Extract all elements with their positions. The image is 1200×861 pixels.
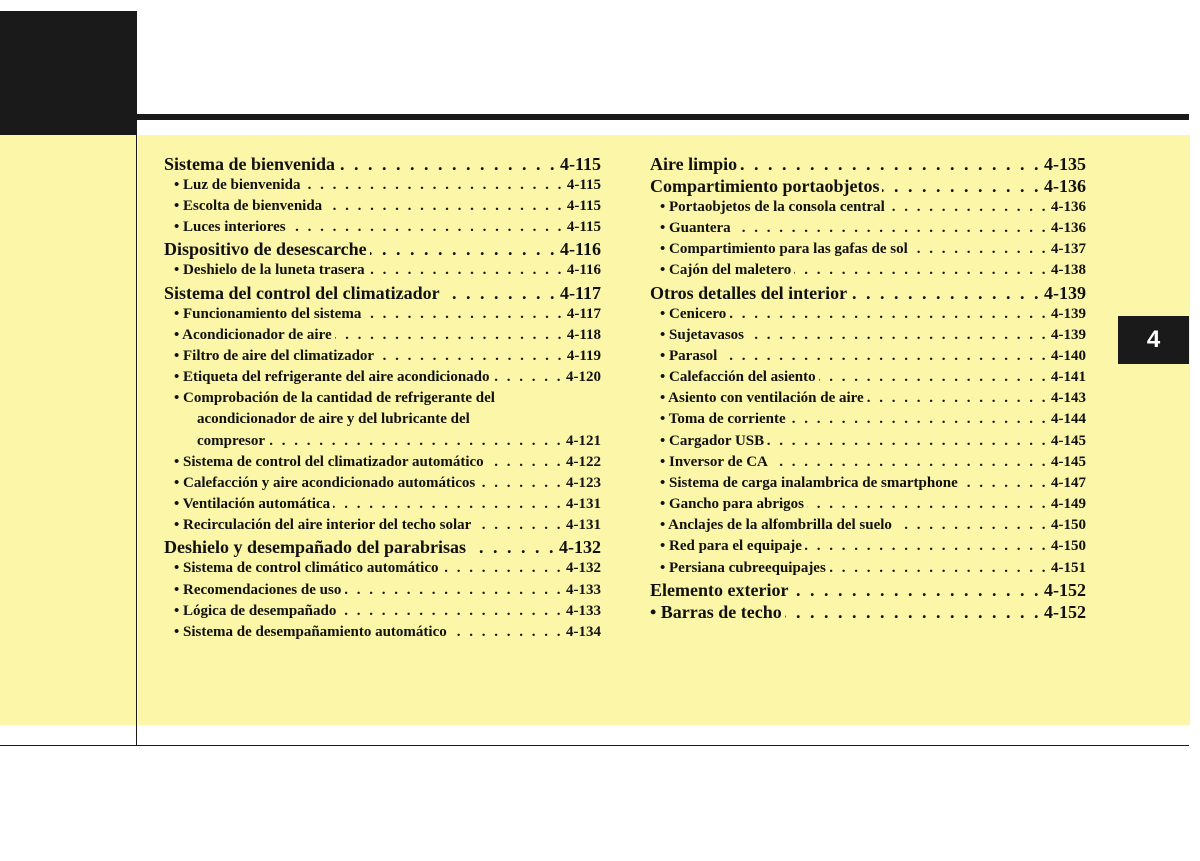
dot-leader (785, 601, 1041, 623)
toc-entry-title: • Sujetavasos (660, 326, 745, 343)
toc-entry[interactable] (650, 515, 1086, 536)
toc-entry[interactable] (650, 175, 1086, 197)
toc-entry[interactable] (164, 536, 601, 558)
toc-entry-page: 4-115 (559, 154, 601, 174)
dot-leader (364, 304, 563, 325)
toc-entry-page: 4-147 (1051, 474, 1086, 491)
toc-entry-title: • Ventilación automática (174, 496, 331, 513)
toc-entry-title: • Lógica de desempañado (174, 602, 337, 619)
toc-entry-title: • Calefacción del asiento (660, 369, 816, 386)
toc-entry-title: Deshielo y desempañado del parabrisas (164, 537, 467, 558)
toc-entry-title: • Parasol (660, 347, 718, 364)
toc-entry[interactable] (164, 622, 601, 643)
toc-entry-title: • Persiana cubreequipajes (660, 559, 826, 576)
toc-entry-page: 4-136 (1044, 176, 1086, 196)
toc-entry-title: • Asiento con ventilación de aire (660, 390, 864, 407)
dot-leader (829, 558, 1048, 579)
toc-entry-title: • Luces interiores (174, 219, 286, 236)
dot-leader (442, 558, 563, 579)
toc-entry-title: acondicionador de aire y del lubricante del (197, 411, 470, 428)
dot-leader (807, 494, 1048, 515)
toc-entry-page: 4-145 (1051, 453, 1086, 470)
toc-entry-page: 4-118 (566, 326, 601, 343)
toc-entry-page: 4-116 (559, 239, 601, 260)
dot-leader (344, 580, 563, 601)
dot-leader (895, 515, 1048, 536)
dot-leader (443, 282, 557, 304)
dot-leader (789, 409, 1048, 430)
toc-entry[interactable] (164, 601, 601, 622)
dot-leader (469, 536, 556, 558)
toc-entry[interactable] (164, 282, 601, 304)
toc-entry[interactable] (164, 175, 601, 196)
toc-entry[interactable] (650, 536, 1086, 557)
toc-entry-title: • Gancho para abrigos (660, 496, 805, 513)
toc-entry[interactable] (164, 558, 601, 579)
dot-leader (368, 260, 564, 281)
toc-entry-title: • Deshielo de la luneta trasera (174, 262, 365, 279)
toc-entry-page: 4-117 (566, 305, 601, 322)
toc-entry[interactable] (650, 282, 1086, 304)
toc-right-column (650, 153, 1086, 623)
toc-entry[interactable] (650, 558, 1086, 579)
dot-leader (961, 473, 1048, 494)
toc-entry-title: Dispositivo de desescarche (164, 239, 367, 260)
toc-entry-title: compresor (197, 432, 266, 449)
toc-entry[interactable] (164, 238, 601, 260)
toc-entry-title: • Sistema de desempañamiento automático (174, 623, 447, 640)
dot-leader (888, 197, 1048, 218)
toc-entry-page: 4-115 (566, 198, 601, 215)
toc-entry-page: 4-132 (566, 560, 601, 577)
toc-left-column (164, 153, 601, 643)
toc-entry[interactable] (164, 196, 601, 217)
toc-entry-title: • Calefacción y aire acondicionado automáticos (174, 474, 476, 491)
dot-leader (867, 388, 1048, 409)
dot-leader (850, 282, 1041, 304)
toc-entry-title: • Guantera (660, 220, 731, 237)
toc-entry-page: 4-135 (1044, 154, 1086, 174)
dot-leader (487, 452, 563, 473)
footer-rule (0, 745, 1189, 746)
toc-entry-page: 4-131 (566, 517, 601, 534)
toc-entry-title: • Recomendaciones de uso (174, 581, 342, 598)
dot-leader (740, 153, 1041, 175)
toc-entry-page: 4-152 (1044, 579, 1086, 600)
toc-entry[interactable] (164, 431, 601, 452)
toc-entry (164, 388, 601, 409)
toc-entry-page: 4-137 (1051, 241, 1086, 258)
dot-leader (729, 304, 1048, 325)
toc-entry[interactable] (164, 346, 601, 367)
dot-leader (339, 601, 563, 622)
toc-entry-title: • Cargador USB (660, 432, 765, 449)
toc-entry[interactable] (650, 197, 1086, 218)
toc-entry-title: • Funcionamiento del sistema (174, 305, 362, 322)
dot-leader (747, 325, 1048, 346)
chapter-tab[interactable]: 4 (1118, 316, 1189, 364)
toc-entry[interactable] (164, 325, 601, 346)
toc-entry-title: Compartimiento portaobjetos (650, 176, 880, 196)
toc-entry[interactable] (650, 409, 1086, 430)
toc-entry-page: 4-152 (1044, 601, 1086, 622)
toc-entry-title: • Filtro de aire del climatizador (174, 347, 375, 364)
dot-leader (289, 217, 564, 238)
toc-entry-title: • Inversor de CA (660, 453, 768, 470)
toc-entry[interactable] (650, 579, 1086, 601)
toc-entry-page: 4-133 (566, 581, 601, 598)
toc-entry[interactable] (164, 367, 601, 388)
toc-entry[interactable] (164, 217, 601, 238)
toc-entry-page: 4-139 (1051, 326, 1086, 343)
toc-entry[interactable] (164, 260, 601, 281)
toc-entry[interactable] (650, 388, 1086, 409)
toc-entry-page: 4-134 (566, 623, 601, 640)
header-rule (137, 114, 1189, 120)
toc-entry[interactable] (164, 452, 601, 473)
toc-entry[interactable] (650, 260, 1086, 281)
toc-entry-title: • Cajón del maletero (660, 262, 792, 279)
header-black-block (0, 11, 137, 135)
toc-entry[interactable] (164, 580, 601, 601)
toc-entry-page: 4-132 (559, 537, 601, 558)
toc-entry-page: 4-149 (1051, 496, 1086, 513)
dot-leader (911, 239, 1048, 260)
dot-leader (450, 622, 563, 643)
dot-leader (325, 196, 564, 217)
toc-entry-page: 4-139 (1051, 305, 1086, 322)
toc-entry-page: 4-117 (559, 282, 601, 303)
toc-entry-title: • Toma de corriente (660, 411, 786, 428)
dot-leader (338, 153, 557, 175)
dot-leader (794, 260, 1048, 281)
toc-entry-page: 4-150 (1051, 517, 1086, 534)
toc-entry[interactable] (650, 304, 1086, 325)
margin-panel (0, 135, 136, 725)
toc-entry-page: 4-131 (566, 496, 601, 513)
toc-entry[interactable] (164, 494, 601, 515)
dot-leader (268, 431, 563, 452)
toc-entry-page: 4-121 (566, 432, 601, 449)
toc-entry-title: • Compartimiento para las gafas de sol (660, 241, 908, 258)
dot-leader (333, 494, 563, 515)
dot-leader (767, 431, 1048, 452)
toc-entry-title: • Red para el equipaje (660, 538, 802, 555)
toc-entry-page: 4-120 (566, 369, 601, 386)
toc-entry-page: 4-141 (1051, 369, 1086, 386)
toc-entry-title: • Sistema de carga inalambrica de smartphone (660, 474, 958, 491)
toc-entry-title: • Escolta de bienvenida (174, 198, 323, 215)
toc-entry-page: 4-151 (1051, 559, 1086, 576)
toc-entry-title: • Cenicero (660, 305, 727, 322)
toc-entry-page: 4-123 (566, 474, 601, 491)
toc-entry-title: • Sistema de control climático automático (174, 560, 439, 577)
toc-entry[interactable] (650, 218, 1086, 239)
toc-entry[interactable] (650, 601, 1086, 623)
toc-entry-title: Aire limpio (650, 154, 738, 174)
dot-leader (771, 452, 1048, 473)
toc-entry-title: • Luz de bienvenida (174, 177, 301, 193)
dot-leader (734, 218, 1048, 239)
toc-entry[interactable] (650, 431, 1086, 452)
toc-entry[interactable] (164, 473, 601, 494)
toc-entry-page: 4-133 (566, 602, 601, 619)
toc-entry-title: • Sistema de control del climatizador automático (174, 453, 484, 470)
dot-leader (791, 579, 1041, 601)
toc-entry-title: • Acondicionador de aire (174, 326, 332, 343)
toc-entry-title: • Comprobación de la cantidad de refrigerante del (174, 390, 495, 407)
dot-leader (819, 367, 1048, 388)
toc-entry-page: 4-136 (1051, 199, 1086, 215)
toc-entry-title: Sistema de bienvenida (164, 154, 336, 174)
toc-entry[interactable] (164, 153, 601, 175)
toc-entry-title: Elemento exterior (650, 579, 789, 600)
toc-entry-title: • Portaobjetos de la consola central (660, 199, 885, 215)
dot-leader (882, 175, 1041, 197)
toc-entry[interactable] (650, 153, 1086, 175)
toc-entry-page: 4-140 (1051, 347, 1086, 364)
toc-entry-page: 4-145 (1051, 432, 1086, 449)
dot-leader (478, 473, 563, 494)
toc-entry-title: • Anclajes de la alfombrilla del suelo (660, 517, 892, 534)
toc-entry-page: 4-139 (1044, 282, 1086, 303)
toc-entry-page: 4-116 (566, 262, 601, 279)
toc-entry[interactable] (650, 367, 1086, 388)
toc-entry-page: 4-119 (566, 347, 601, 364)
toc-entry-page: 4-138 (1051, 262, 1086, 279)
toc-entry[interactable] (650, 452, 1086, 473)
dot-leader (377, 346, 564, 367)
toc-entry-title: Otros detalles del interior (650, 282, 848, 303)
toc-entry-title: Sistema del control del climatizador (164, 282, 440, 303)
toc-entry-page: 4-115 (566, 177, 601, 193)
toc-entry[interactable] (650, 239, 1086, 260)
toc-entry[interactable] (650, 473, 1086, 494)
toc-entry[interactable] (164, 515, 601, 536)
dot-leader (304, 175, 564, 196)
toc-entry[interactable] (650, 494, 1086, 515)
dot-leader (720, 346, 1048, 367)
dot-leader (335, 325, 564, 346)
toc-entry-page: 4-136 (1051, 220, 1086, 237)
dot-leader (805, 536, 1048, 557)
toc-entry-page: 4-143 (1051, 390, 1086, 407)
toc-entry-page: 4-115 (566, 219, 601, 236)
margin-divider (136, 11, 137, 746)
dot-leader (474, 515, 563, 536)
toc-entry-title: • Etiqueta del refrigerante del aire acondicionado (174, 369, 490, 386)
toc-entry[interactable] (650, 346, 1086, 367)
dot-leader (493, 367, 564, 388)
toc-entry-title: • Recirculación del aire interior del techo solar (174, 517, 472, 534)
dot-leader (370, 238, 557, 260)
toc-entry-title: • Barras de techo (650, 601, 782, 622)
toc-entry[interactable] (164, 304, 601, 325)
toc-entry-page: 4-122 (566, 453, 601, 470)
toc-entry-page: 4-144 (1051, 411, 1086, 428)
toc-entry (164, 409, 601, 430)
toc-entry[interactable] (650, 325, 1086, 346)
toc-entry-page: 4-150 (1051, 538, 1086, 555)
